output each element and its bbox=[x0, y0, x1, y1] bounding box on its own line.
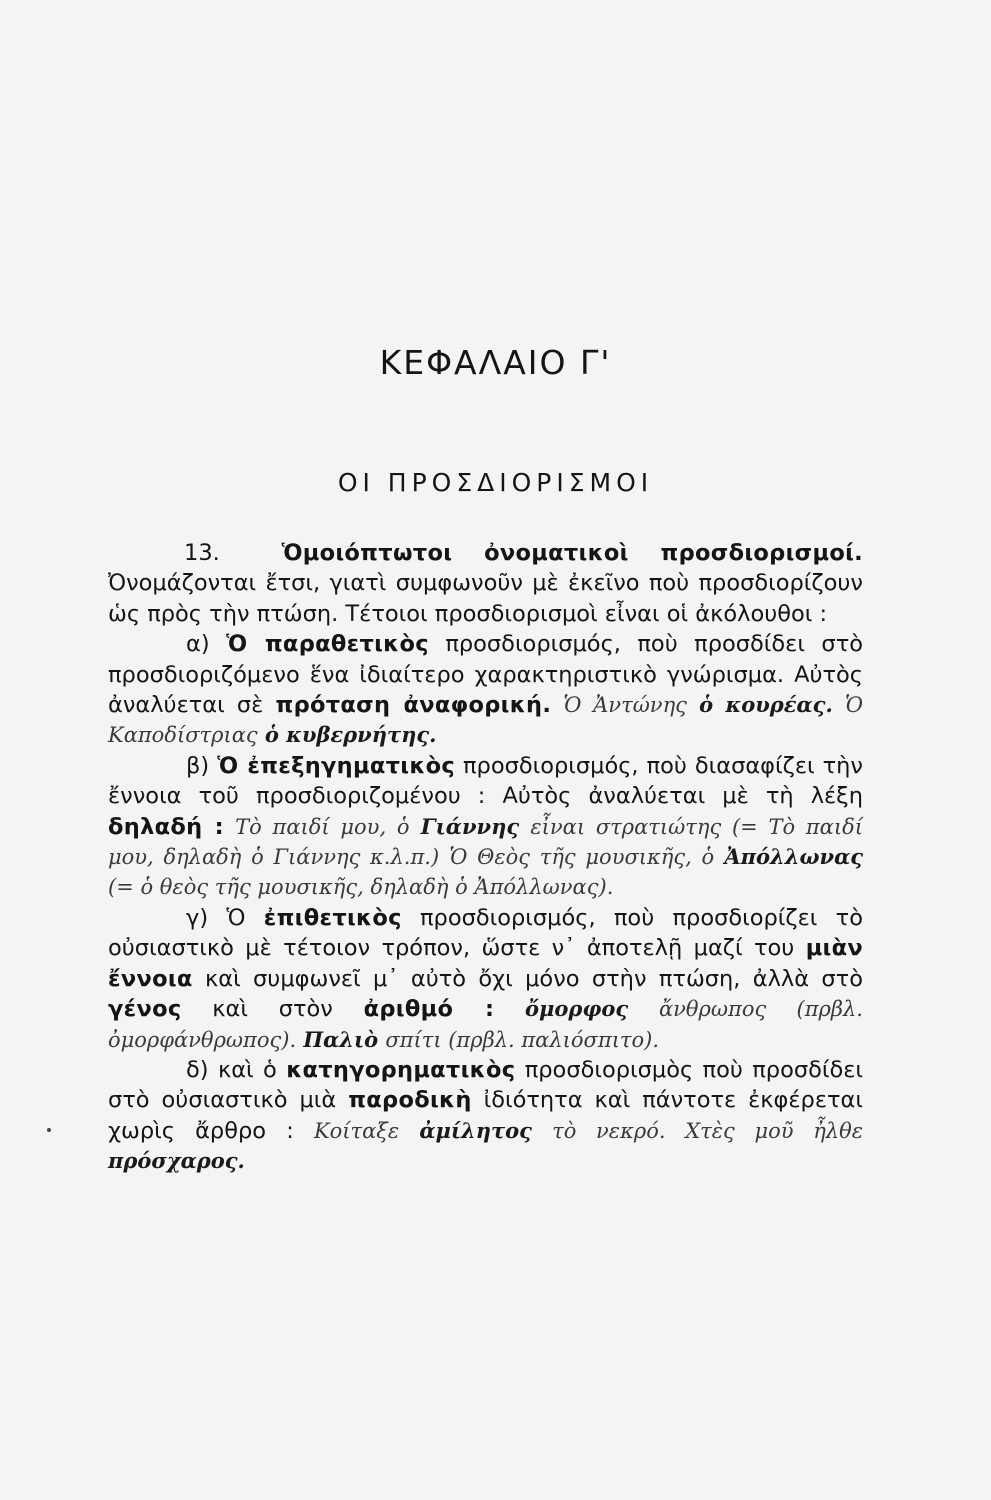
item-alpha-example-bold: ὁ κουρέας. bbox=[699, 692, 833, 718]
item-beta-term: Ὁ ἐπεξηγηματικὸς bbox=[217, 752, 456, 779]
item-delta-example-2-bold: πρόσχαρος. bbox=[108, 1148, 245, 1174]
item-gamma-example-bold: ὄμορφος bbox=[525, 996, 629, 1022]
item-alpha-mark: α) bbox=[186, 631, 210, 658]
item-gamma-text-2: καὶ συμφωνεῖ μ᾿ αὐτὸ ὄχι μόνο στὴν πτώση, ἀλλὰ στὸ bbox=[192, 965, 863, 992]
item-alpha bbox=[108, 629, 863, 751]
item-alpha-term2: πρόταση ἀναφορική. bbox=[275, 692, 552, 719]
item-beta-example-4: (= ὁ θεὸς τῆς μουσικῆς, δηλαδὴ ὁ Ἀπόλλωνας). bbox=[108, 875, 614, 900]
margin-dot bbox=[47, 1128, 51, 1132]
item-gamma-lead: Ὁ bbox=[226, 904, 246, 931]
section-intro: Ὀνομάζονται ἔτσι, γιατὶ συμφωνοῦν μὲ ἐκεῖνο ποὺ προσδιορίζουν ὡς πρὸς τὴν πτώση. Τέτοιοι προσδιορισμοὶ εἶναι οἱ ἀκόλουθοι : bbox=[108, 570, 863, 627]
item-alpha-example-2: Ὁ Καποδίστριας bbox=[108, 693, 863, 748]
item-beta bbox=[108, 751, 863, 903]
item-gamma bbox=[108, 903, 863, 1055]
item-delta-term: κατηγορηματικὸς bbox=[286, 1056, 516, 1083]
item-gamma-term3: γένος bbox=[108, 996, 182, 1023]
item-beta-example-2: εἶναι στρατιώτης (= Τὸ παιδί μου, δηλαδὴ ὁ Γιάννης κ.λ.π.) bbox=[108, 814, 863, 870]
item-gamma-term: ἐπιθετικὸς bbox=[263, 904, 402, 931]
item-alpha-term: Ὁ παραθετικὸς bbox=[226, 631, 429, 658]
chapter-title: ΟΙ ΠΡΟΣΔΙΟΡΙΣΜΟΙ bbox=[337, 468, 654, 497]
item-alpha-example: Ὁ Ἀντώνης bbox=[563, 693, 687, 718]
item-gamma-term2: μιὰν ἔννοια bbox=[108, 935, 863, 992]
item-delta-lead: καὶ ὁ bbox=[217, 1056, 277, 1083]
item-beta-example-3-bold: Ἀπόλλωνας bbox=[724, 844, 864, 870]
section-title: Ὁμοιόπτωτοι ὀνοματικοὶ προσδιορισμοί. bbox=[281, 540, 863, 566]
item-beta-example: Τὸ παιδί μου, ὁ bbox=[235, 814, 410, 839]
body-text bbox=[108, 538, 863, 1177]
item-delta-example: Κοίταξε bbox=[313, 1118, 400, 1143]
item-beta-example-bold: Γιάννης bbox=[420, 813, 520, 839]
item-delta-term2: παροδικὴ bbox=[348, 1087, 472, 1114]
section-13-paragraph bbox=[108, 538, 863, 629]
item-delta-text: προσδιορισμὸς ποὺ προσδίδει στὸ οὐσιαστικὸ μιὰ bbox=[108, 1056, 864, 1114]
item-beta-text: προσδιορισμός, ποὺ διασαφίζει τὴν ἔννοια τοῦ προσδιοριζομένου : Αὐτὸς ἀναλύεται μὲ τὴ λέξη bbox=[108, 752, 863, 810]
item-delta-mark: δ) bbox=[186, 1056, 209, 1083]
item-gamma-example-2: σπίτι (πρβλ. παλιόσπιτο). bbox=[385, 1027, 660, 1052]
item-delta-example-bold: ἀμίλητος bbox=[419, 1117, 532, 1143]
item-beta-term2: δηλαδή : bbox=[108, 813, 224, 840]
item-alpha-example-2-bold: ὁ κυβερνήτης. bbox=[264, 722, 437, 748]
item-beta-example-3: Ὁ Θεὸς τῆς μουσικῆς, ὁ bbox=[449, 845, 715, 870]
item-gamma-example: ἄνθρωπος (πρβλ. ὀμορφάνθρωπος). bbox=[108, 997, 863, 1052]
item-delta-text-2: ἰδιότητα καὶ πάντοτε ἐκφέρεται χωρὶς ἄρθρο : bbox=[108, 1087, 863, 1144]
chapter-heading: ΚΕΦΑΛΑΙΟ Γ' bbox=[379, 343, 612, 382]
item-delta-example-2: τὸ νεκρό. Χτὲς μοῦ ἦλθε bbox=[552, 1118, 864, 1143]
item-beta-mark: β) bbox=[186, 752, 210, 779]
item-gamma-example-2-bold: Παλιὸ bbox=[303, 1026, 379, 1052]
item-gamma-term4: ἀριθμό : bbox=[363, 996, 495, 1023]
item-gamma-text: προσδιορισμός, ποὺ προσδιορίζει τὸ οὐσιαστικὸ μὲ τέτοιον τρόπον, ὥστε ν᾿ ἀποτελῇ μαζί του bbox=[108, 904, 863, 962]
item-gamma-text-3: καὶ στὸν bbox=[181, 996, 364, 1023]
item-alpha-text: προσδιορισμός, ποὺ προσδίδει στὸ προσδιοριζόμενο ἕνα ἰδιαίτερο χαρακτηριστικὸ γνώρισμα. Αὐτὸς ἀναλύεται σὲ bbox=[108, 631, 864, 719]
item-delta bbox=[108, 1055, 863, 1177]
item-gamma-mark: γ) bbox=[186, 904, 209, 931]
section-number: 13. bbox=[184, 540, 220, 566]
